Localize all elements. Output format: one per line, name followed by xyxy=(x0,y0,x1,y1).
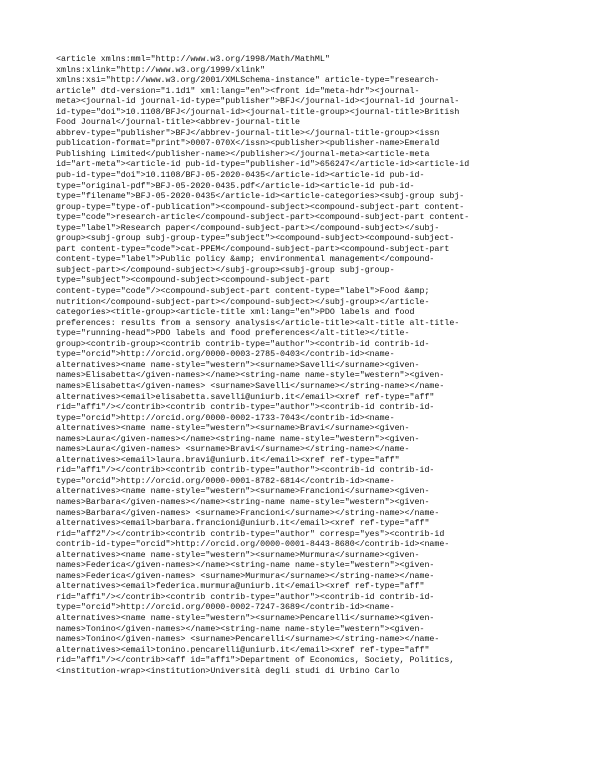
text-line: alternatives><name name-style="western"><surname>Bravi</surname><given- xyxy=(56,424,410,434)
text-line: meta><journal-id journal-id-type="publisher">BFJ</journal-id><journal-id journal- xyxy=(56,97,460,107)
text-line: names>Barbara</given-names> <surname>Francioni</surname></string-name></name- xyxy=(56,508,440,518)
text-line: names>Tonino</given-names> <surname>Pencarelli</surname></string-name></name- xyxy=(56,635,440,645)
text-line: pub-id-type="doi">10.1108/BFJ-05-2020-0435</article-id><article-id pub-id- xyxy=(56,171,425,181)
text-line: content-type="code"/><compound-subject-part content-type="label">Food &amp; xyxy=(56,287,430,297)
text-line: names>Elisabetta</given-names></name><string-name name-style="western"><given- xyxy=(56,371,445,381)
xml-source-text xyxy=(56,55,556,677)
text-line: subject-part></compound-subject></subj-group><subj-group subj-group- xyxy=(56,265,395,275)
text-line: alternatives><name name-style="western"><surname>Savelli</surname><given- xyxy=(56,360,420,370)
text-line: content-type="label">Public policy &amp; environmental management</compound- xyxy=(56,255,435,265)
text-line: type="original-pdf">BFJ-05-2020-0435.pdf</article-id><article-id pub-id- xyxy=(56,181,415,191)
text-line: Food Journal</journal-title><abbrev-journal-title xyxy=(56,118,300,128)
text-line: type="label">Research paper</compound-subject-part></compound-subject></subj- xyxy=(56,223,440,233)
text-line: publication-format="print">0007-070X</issn><publisher><publisher-name>Emerald xyxy=(56,139,440,149)
text-line: rid="aff1"/></contrib><contrib contrib-type="author"><contrib-id contrib-id- xyxy=(56,592,435,602)
text-line: alternatives><name name-style="western"><surname>Pencarelli</surname><given- xyxy=(56,613,435,623)
text-line: abbrev-type="publisher">BFJ</abbrev-journal-title></journal-title-group><issn xyxy=(56,128,440,138)
text-line: type="subject"><compound-subject><compound-subject-part xyxy=(56,276,330,286)
text-line: group-type="type-of-publication"><compound-subject><compound-subject-part content- xyxy=(56,202,465,212)
text-line: names>Federica</given-names></name><string-name name-style="western"><given- xyxy=(56,561,435,571)
text-line: <article xmlns:mml="http://www.w3.org/1998/Math/MathML" xyxy=(56,55,330,64)
text-line: xmlns:xsi="http://www.w3.org/2001/XMLSchema-instance" article-type="research- xyxy=(56,76,440,86)
text-line: rid="aff1"/></contrib><contrib contrib-type="author"><contrib-id contrib-id- xyxy=(56,403,435,413)
text-line: type="orcid">http://orcid.org/0000-0003-2785-0403</contrib-id><name- xyxy=(56,350,395,360)
text-line: alternatives><name name-style="western"><surname>Francioni</surname><given- xyxy=(56,487,430,497)
text-line: type="orcid">http://orcid.org/0000-0002-7247-3689</contrib-id><name- xyxy=(56,603,395,613)
text-line: alternatives><email>barbara.francioni@uniurb.it</email><xref ref-type="aff" xyxy=(56,519,430,529)
text-line: alternatives><name name-style="western"><surname>Murmura</surname><given- xyxy=(56,550,420,560)
text-line: part content-type="code">cat-PPEM</compound-subject-part><compound-subject-part xyxy=(56,244,450,254)
text-line: rid="aff1"/></contrib><aff id="aff1">Department of Economics, Society, Politics, xyxy=(56,656,455,666)
text-line: names>Laura</given-names> <surname>Bravi</surname></string-name></name- xyxy=(56,445,410,455)
text-line: names>Barbara</given-names></name><string-name name-style="western"><given- xyxy=(56,497,430,507)
text-line: rid="aff2"/></contrib><contrib contrib-type="author" corresp="yes"><contrib-id xyxy=(56,529,445,539)
text-line: group><subj-group subj-group-type="subject"><compound-subject><compound-subject- xyxy=(56,234,455,244)
text-line: names>Elisabetta</given-names> <surname>Savelli</surname></string-name></name- xyxy=(56,381,445,391)
text-line: names>Tonino</given-names></name><string-name name-style="western"><given- xyxy=(56,624,425,634)
text-line: type="running-head">PDO labels and food preferences</alt-title></title- xyxy=(56,329,410,339)
text-line: article" dtd-version="1.1d1" xml:lang="en"><front id="meta-hdr"><journal- xyxy=(56,86,420,96)
text-line: xmlns:xlink="http://www.w3.org/1999/xlink" xyxy=(56,65,266,75)
text-line: categories><title-group><article-title xml:lang="en">PDO labels and food xyxy=(56,308,415,318)
text-line: id="art-meta"><article-id pub-id-type="publisher-id">656247</article-id><article-id xyxy=(56,160,470,170)
text-line: rid="aff1"/></contrib><contrib contrib-type="author"><contrib-id contrib-id- xyxy=(56,466,435,476)
text-line: <institution-wrap><institution>Università degli studi di Urbino Carlo xyxy=(56,666,400,676)
text-line: preferences: results from a sensory analysis</article-title><alt-title alt-title- xyxy=(56,318,460,328)
text-line: Publishing Limited</publisher-name></publisher></journal-meta><article-meta xyxy=(56,149,430,159)
text-line: alternatives><email>elisabetta.savelli@uniurb.it</email><xref ref-type="aff" xyxy=(56,392,435,402)
text-line: alternatives><email>tonino.pencarelli@uniurb.it</email><xref ref-type="aff" xyxy=(56,645,430,655)
text-line: alternatives><email>federica.murmura@uniurb.it</email><xref ref-type="aff" xyxy=(56,582,425,592)
text-line: nutrition</compound-subject-part></compound-subject></subj-group></article- xyxy=(56,297,430,307)
document-page xyxy=(56,55,556,677)
text-line: type="code">research-article</compound-subject-part><compound-subject-part content- xyxy=(56,213,470,223)
text-line: alternatives><email>laura.bravi@uniurb.it</email><xref ref-type="aff" xyxy=(56,455,400,465)
text-line: id-type="doi">10.1108/BFJ</journal-id><journal-title-group><journal-title>British xyxy=(56,107,460,117)
text-line: contrib-id-type="orcid">http://orcid.org/0000-0001-8443-8680</contrib-id><name- xyxy=(56,540,450,550)
text-line: group><contrib-group><contrib contrib-type="author"><contrib-id contrib-id- xyxy=(56,339,430,349)
text-line: type="filename">BFJ-05-2020-0435</article-id><article-categories><subj-group subj- xyxy=(56,192,465,202)
text-line: names>Laura</given-names></name><string-name name-style="western"><given- xyxy=(56,434,420,444)
text-line: names>Federica</given-names> <surname>Murmura</surname></string-name></name- xyxy=(56,571,435,581)
text-line: type="orcid">http://orcid.org/0000-0001-8782-6814</contrib-id><name- xyxy=(56,476,395,486)
text-line: type="orcid">http://orcid.org/0000-0002-1733-7043</contrib-id><name- xyxy=(56,413,395,423)
